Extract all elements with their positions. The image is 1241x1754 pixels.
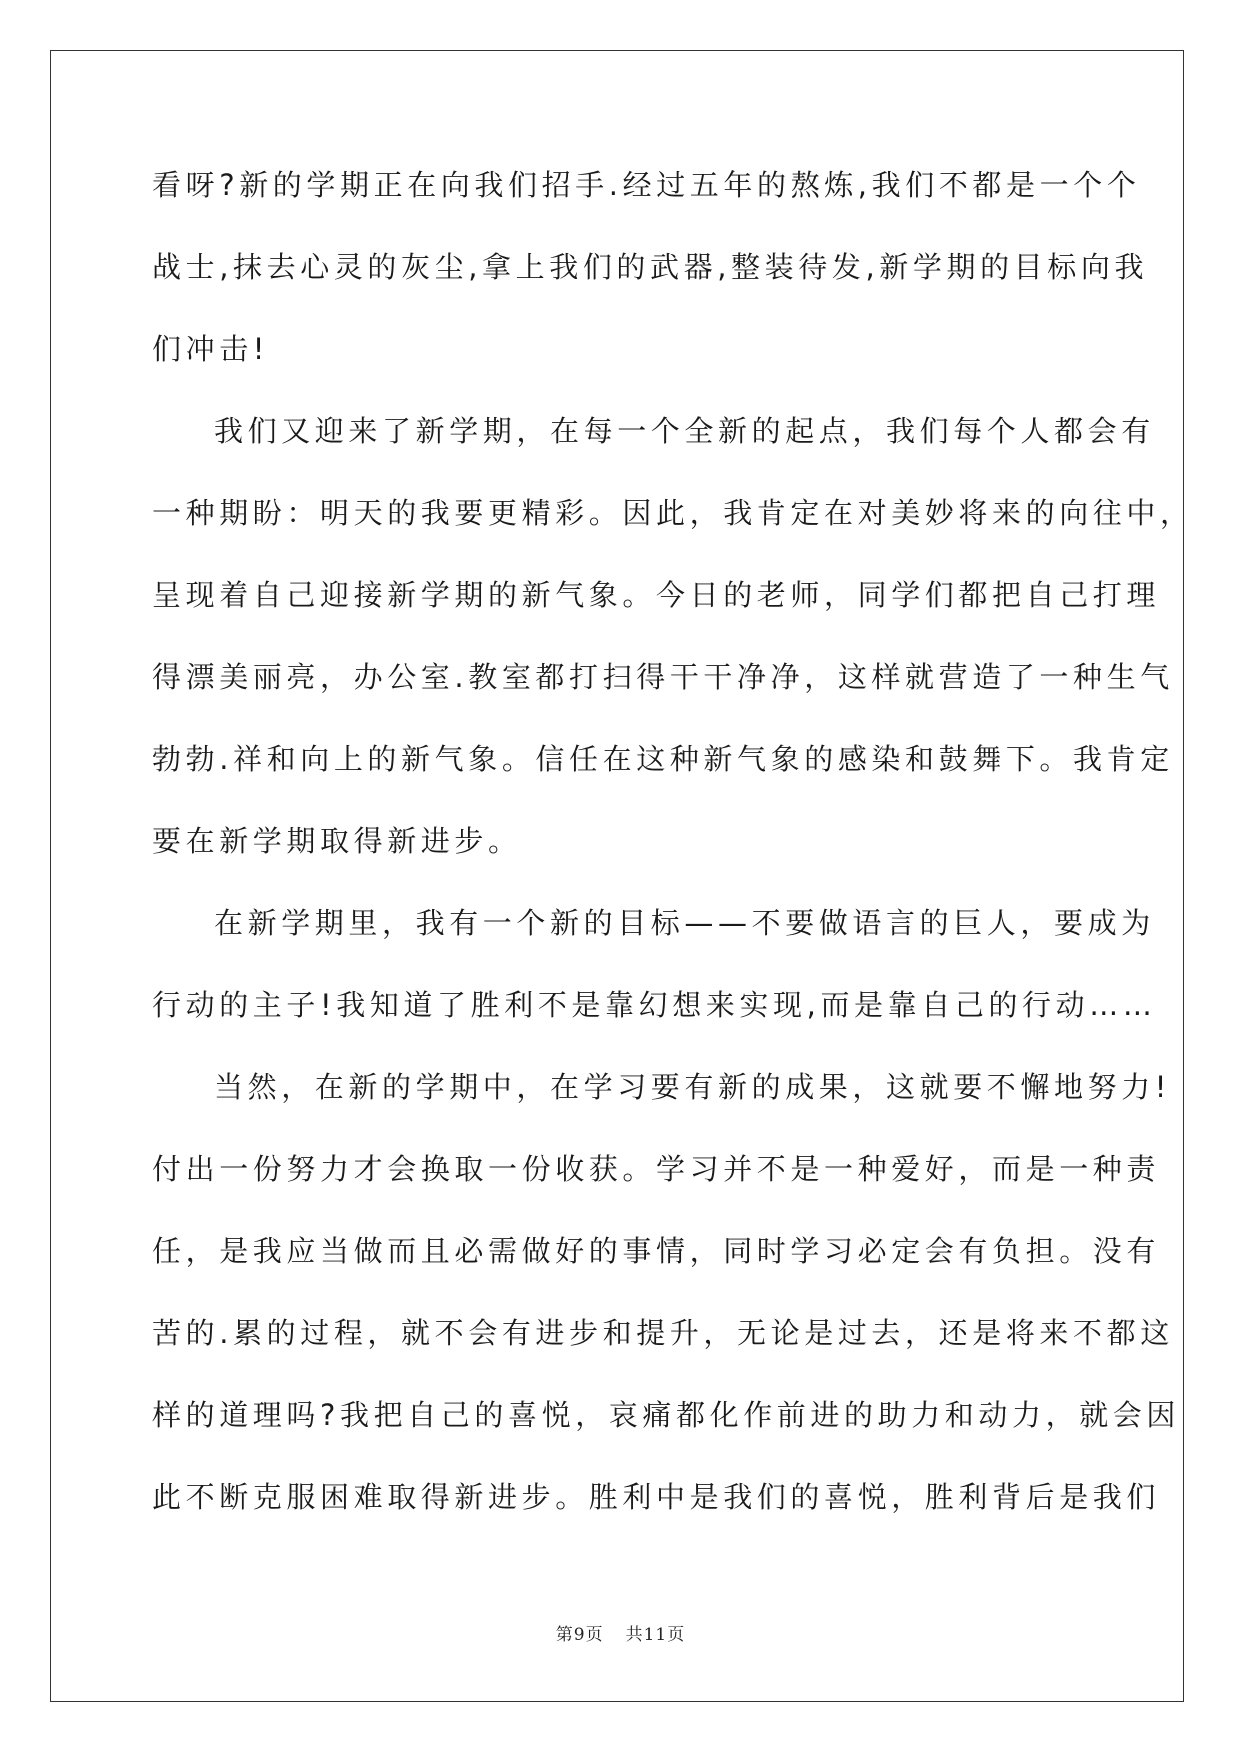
document-body bbox=[152, 158, 1194, 1552]
paragraph-start-line: 当然，在新的学期中，在学习要有新的成果，这就要不懈地努力! bbox=[214, 1070, 1172, 1104]
paragraph-start-line: 我们又迎来了新学期，在每一个全新的起点，我们每个人都会有 bbox=[214, 414, 1155, 448]
total-pages: 共11页 bbox=[625, 1625, 686, 1645]
text-line: 得漂美丽亮，办公室.教室都打扫得干干净净，这样就营造了一种生气 bbox=[152, 660, 1174, 694]
text-line: 要在新学期取得新进步。 bbox=[152, 824, 522, 858]
text-line: 行动的主子!我知道了胜利不是靠幻想来实现,而是靠自己的行动…… bbox=[152, 988, 1157, 1022]
paragraph-start-line: 在新学期里，我有一个新的目标——不要做语言的巨人，要成为 bbox=[214, 906, 1155, 940]
page-number: 第9页 bbox=[555, 1625, 604, 1645]
text-line: 任，是我应当做而且必需做好的事情，同时学习必定会有负担。没有 bbox=[152, 1234, 1161, 1268]
page-footer bbox=[0, 1620, 1241, 1645]
text-line: 苦的.累的过程，就不会有进步和提升，无论是过去，还是将来不都这 bbox=[152, 1316, 1174, 1350]
text-line: 呈现着自己迎接新学期的新气象。今日的老师，同学们都把自己打理 bbox=[152, 578, 1161, 612]
text-line: 此不断克服困难取得新进步。胜利中是我们的喜悦，胜利背后是我们 bbox=[152, 1480, 1161, 1514]
text-line: 样的道理吗?我把自己的喜悦，哀痛都化作前进的助力和动力，就会因 bbox=[152, 1398, 1180, 1432]
text-line: 一种期盼：明天的我要更精彩。因此，我肯定在对美妙将来的向往中， bbox=[152, 496, 1194, 530]
text-line: 看呀?新的学期正在向我们招手.经过五年的熬炼,我们不都是一个个 bbox=[152, 168, 1141, 202]
text-line: 勃勃.祥和向上的新气象。信任在这种新气象的感染和鼓舞下。我肯定 bbox=[152, 742, 1174, 776]
text-line: 战士,抹去心灵的灰尘,拿上我们的武器,整装待发,新学期的目标向我 bbox=[152, 250, 1149, 284]
text-line: 付出一份努力才会换取一份收获。学习并不是一种爱好，而是一种责 bbox=[152, 1152, 1161, 1186]
text-line: 们冲击! bbox=[152, 332, 270, 366]
